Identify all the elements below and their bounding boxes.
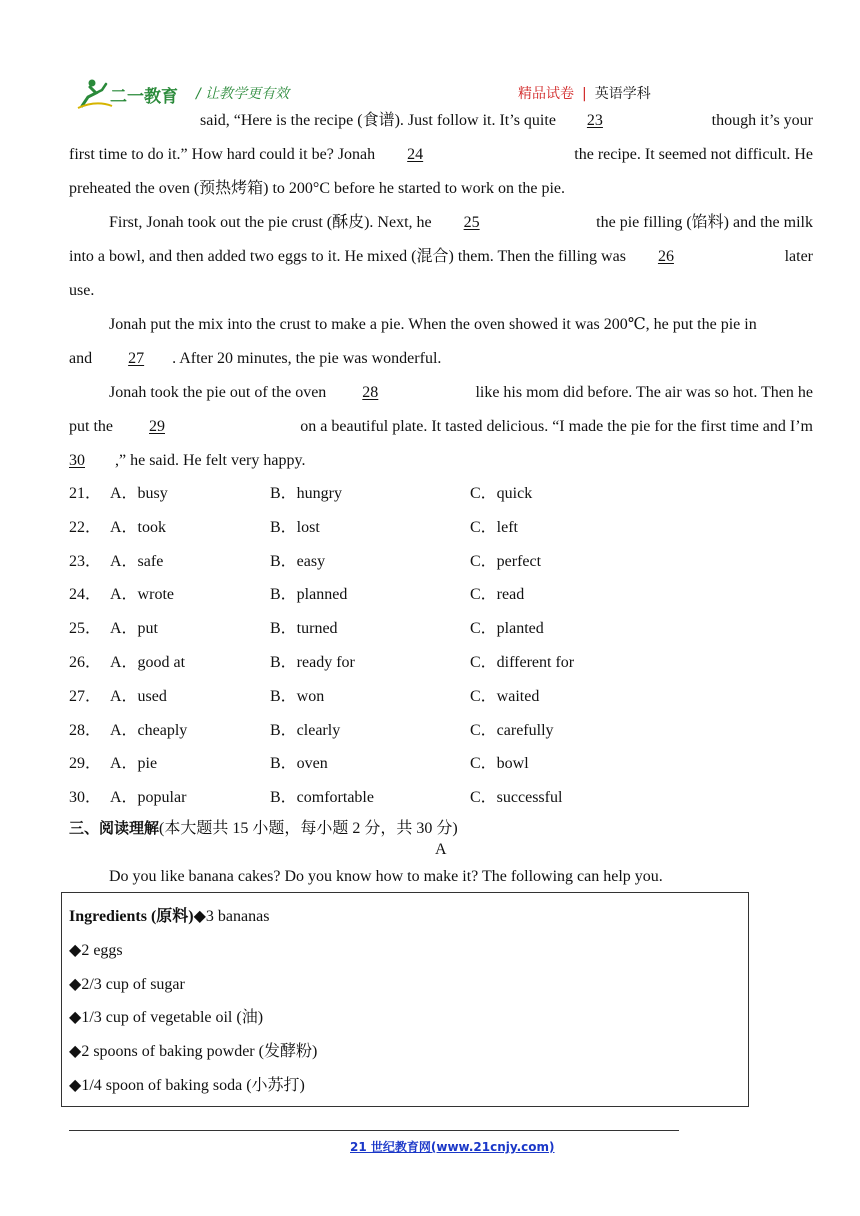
passage-label: A [435, 841, 447, 858]
blank-24: 24 [407, 146, 424, 163]
option-b: B．ready for [270, 654, 355, 671]
question-row [0, 720, 860, 742]
question-number: 21． [69, 485, 102, 502]
option-b: B．comfortable [270, 789, 374, 806]
question-number: 29． [69, 755, 102, 772]
option-c: C．read [470, 586, 525, 603]
option-c: C．left [470, 519, 518, 536]
ingredient-line [69, 906, 269, 928]
option-b: B．hungry [270, 485, 343, 502]
question-row [0, 584, 860, 606]
passage-line: said, “Here is the recipe (食谱). Just follow it. It’s quite 23 though it’s your [200, 110, 813, 132]
question-row [0, 787, 860, 809]
question-row [0, 753, 860, 775]
option-a: A．safe [110, 553, 164, 570]
option-c: C．carefully [470, 722, 554, 739]
passage-line: use. [69, 282, 95, 299]
option-a: A．put [110, 620, 159, 637]
section-instructions: (本大题共 15 小题，每小题 2 分，共 30 分) [159, 820, 458, 837]
question-number: 28． [69, 722, 102, 739]
blank-26: 26 [657, 248, 674, 265]
ingredient-line [69, 940, 123, 962]
blank-29: 29 [149, 418, 165, 435]
option-a: A．pie [110, 755, 158, 772]
option-a: A．busy [110, 485, 168, 502]
passage-line: and 27 . After 20 minutes, the pie was wonderful. [69, 348, 813, 370]
question-number: 24． [69, 586, 102, 603]
blank-25: 25 [463, 214, 480, 231]
blank-27: 27 [128, 350, 145, 367]
ingredient-line [69, 974, 185, 996]
option-a: A．wrote [110, 586, 174, 603]
option-b: B．turned [270, 620, 338, 637]
passage-intro: Do you like banana cakes? Do you know how to make it? The following can help you. [109, 868, 663, 885]
bullet-icon: ◆ [69, 1043, 82, 1060]
header-separator: | [582, 86, 587, 102]
passage-line: into a bowl, and then added two eggs to it. He mixed (混合) them. Then the filling was 26 later [69, 246, 813, 268]
question-number: 27． [69, 688, 102, 705]
bullet-icon: ◆ [69, 976, 82, 993]
ingredient-line [69, 1075, 305, 1097]
passage-line: First, Jonah took out the pie crust (酥皮). Next, he 25 the pie filling (馅料) and the milk [109, 212, 813, 234]
question-number: 30． [69, 789, 102, 806]
passage-line: Jonah put the mix into the crust to make a pie. When the oven showed it was 200℃, he put the pie in [109, 316, 757, 333]
ingredient-item: 2 eggs [81, 942, 123, 959]
bullet-icon: ◆ [193, 908, 206, 925]
question-row [0, 686, 860, 708]
brand-logo [76, 78, 188, 110]
passage-line: 30 ,” he said. He felt very happy. [69, 450, 813, 472]
section-heading [69, 817, 458, 840]
option-b: B．planned [270, 586, 348, 603]
ingredient-item: 1/3 cup of vegetable oil (油) [81, 1009, 264, 1026]
ingredients-label: Ingredients (原料) [69, 908, 194, 925]
ingredient-item: 2 spoons of baking powder (发酵粉) [81, 1043, 318, 1060]
option-b: B．won [270, 688, 325, 705]
option-a: A．took [110, 519, 167, 536]
option-c: C．different for [470, 654, 575, 671]
question-number: 22． [69, 519, 102, 536]
passage-line: put the 29 on a beautiful plate. It tasted delicious. “I made the pie for the first time and I’m [69, 416, 813, 438]
question-row [0, 517, 860, 539]
ingredient-line [69, 1007, 263, 1029]
ingredient-line [69, 1041, 317, 1063]
footer-divider [69, 1130, 679, 1131]
header-category-group [518, 83, 651, 103]
bullet-icon: ◆ [69, 1077, 82, 1094]
option-c: C．planted [470, 620, 544, 637]
option-b: B．clearly [270, 722, 341, 739]
footer-link[interactable]: 21 世纪教育网(www.21cnjy.com) [350, 1140, 555, 1154]
passage-line: preheated the oven (预热烤箱) to 200°C before he started to work on the pie. [69, 180, 566, 197]
blank-23: 23 [586, 112, 603, 129]
option-c: C．waited [470, 688, 540, 705]
option-c: C．perfect [470, 553, 542, 570]
option-a: A．cheaply [110, 722, 188, 739]
question-row [0, 483, 860, 505]
option-b: B．oven [270, 755, 328, 772]
question-number: 25． [69, 620, 102, 637]
bullet-icon: ◆ [69, 1009, 82, 1026]
blank-30: 30 [69, 452, 85, 469]
header-category: 精品试卷 [518, 86, 574, 102]
ingredient-item: 3 bananas [205, 908, 270, 925]
question-row [0, 652, 860, 674]
option-b: B．lost [270, 519, 320, 536]
blank-28: 28 [362, 384, 379, 401]
logo-text: 二一教育 [110, 87, 178, 107]
question-row [0, 618, 860, 640]
ingredient-item: 1/4 spoon of baking soda (小苏打) [81, 1077, 305, 1094]
passage-line: Jonah took the pie out of the oven 28 like his mom did before. The air was so hot. Then he [109, 382, 813, 404]
option-c: C．bowl [470, 755, 529, 772]
question-row [0, 551, 860, 573]
question-number: 26． [69, 654, 102, 671]
option-c: C．successful [470, 789, 563, 806]
header-slogan: / 让教学更有效 [196, 86, 290, 102]
option-a: A．good at [110, 654, 186, 671]
option-b: B．easy [270, 553, 326, 570]
question-number: 23． [69, 553, 102, 570]
ingredient-item: 2/3 cup of sugar [81, 976, 185, 993]
option-c: C．quick [470, 485, 533, 502]
option-a: A．popular [110, 789, 187, 806]
bullet-icon: ◆ [69, 942, 82, 959]
passage-line: first time to do it.” How hard could it be? Jonah 24 the recipe. It seemed not difficult. He [69, 144, 813, 166]
option-a: A．used [110, 688, 167, 705]
section-title: 三、阅读理解 [69, 819, 160, 837]
header-subject: 英语学科 [594, 86, 651, 102]
